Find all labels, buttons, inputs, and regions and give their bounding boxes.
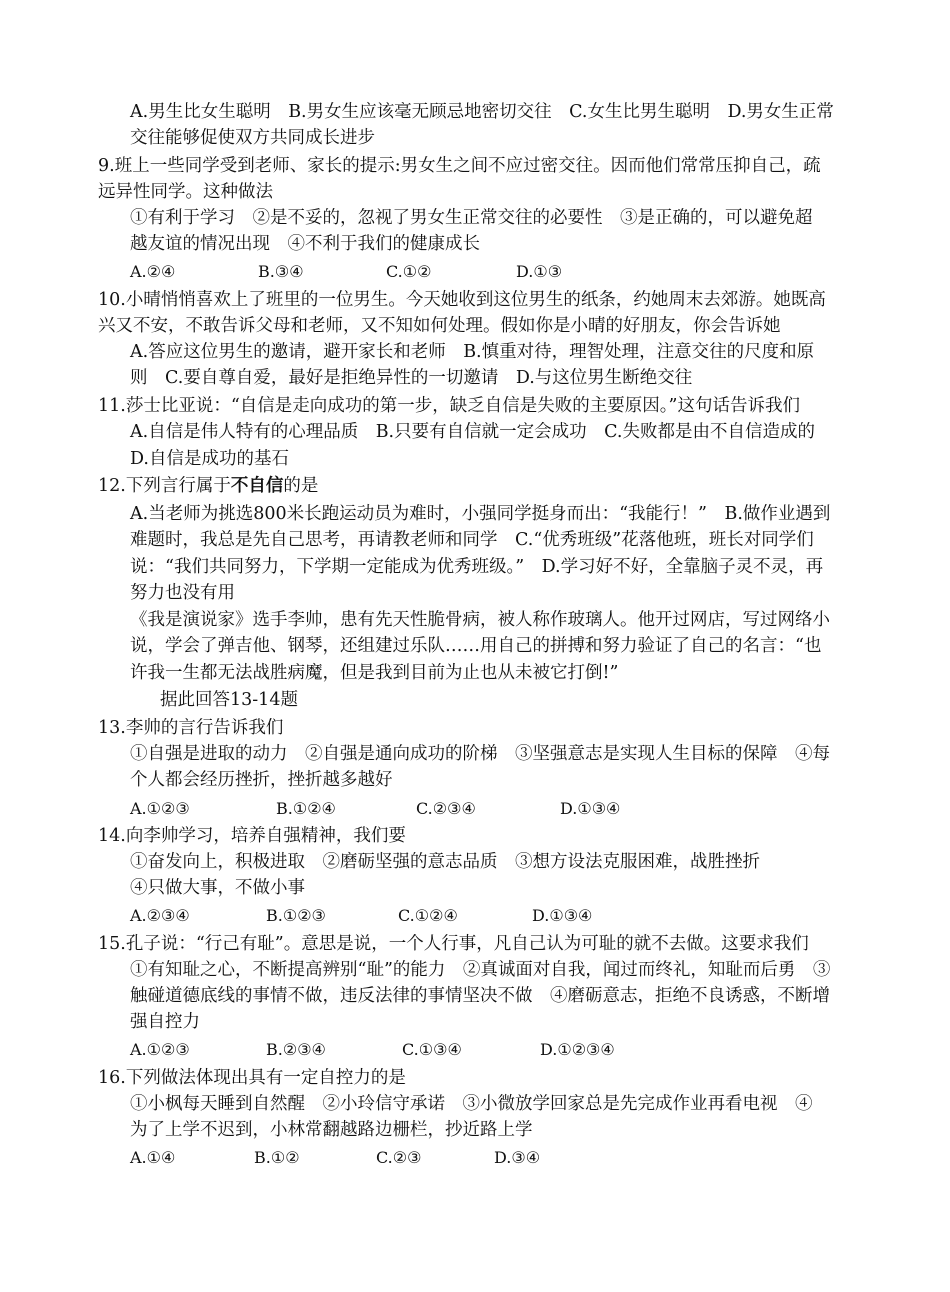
q12-options-line-4: 努力也没有用 [130,583,235,603]
choice-a: A.②④ [130,262,176,281]
q10-stem-line-2: 兴又不安，不敢告诉父母和老师，又不知如何处理。假如你是小晴的好朋友，你会告诉她 [98,316,781,336]
q12-stem [98,474,318,498]
q9-items-line-1: ①有利于学习 ②是不妥的，忽视了男女生正常交往的必要性 ③是正确的，可以避免超 [130,208,813,228]
choice-d: D.①③④ [532,906,593,925]
choice-c: C.①③④ [402,1040,462,1059]
q16-items-line-2: 为了上学不迟到，小林常翻越路边栅栏，抄近路上学 [130,1120,533,1140]
q13-items-line-2: 个人都会经历挫折，挫折越多越好 [130,770,393,790]
q10-options-line-1: A.答应这位男生的邀请，避开家长和老师 B.慎重对待，理智处理，注意交往的尺度和原 [130,342,815,362]
q9-stem-line-2: 远异性同学。这种做法 [98,182,273,202]
q15-items-line-1: ①有知耻之心，不断提高辨别“耻”的能力 ②真诚面对自我，闻过而终礼，知耻而后勇 ③ [130,960,831,980]
q14-items-line-2: ④只做大事，不做小事 [130,878,305,898]
q10-stem-line-1: 10.小晴悄悄喜欢上了班里的一位男生。今天她收到这位男生的纸条，约她周末去郊游。她既高 [98,290,826,310]
choice-c: C.①② [386,262,432,281]
choice-d: D.①②③④ [540,1040,615,1059]
q12-options-line-2: 难题时，我总是先自己思考，再请教老师和同学 C.“优秀班级”花落他班，班长对同学们 [130,530,814,550]
material-line-1: 《我是演说家》选手李帅，患有先天性脆骨病，被人称作玻璃人。他开过网店，写过网络小 [130,610,830,630]
q9-stem-line-1: 9.班上一些同学受到老师、家长的提示:男女生之间不应过密交往。因而他们常常压抑自己，疏 [98,156,821,176]
q8-options-line-1: A.男生比女生聪明 B.男女生应该毫无顾忌地密切交往 C.女生比男生聪明 D.男女生正常 [130,102,834,122]
choice-c: C.②③ [376,1148,422,1167]
q15-items-line-2: 触碰道德底线的事情不做，违反法律的事情坚决不做 ④磨砺意志，拒绝不良诱惑，不断增 [130,986,830,1006]
choice-a: A.②③④ [130,906,190,925]
q12-stem-suffix: 的是 [283,476,319,496]
q13-items-line-1: ①自强是进取的动力 ②自强是通向成功的阶梯 ③坚强意志是实现人生目标的保障 ④每 [130,744,830,764]
choice-b: B.①② [254,1148,300,1167]
q12-options-line-3: 说：“我们共同努力，下学期一定能成为优秀班级。” D.学习好不好，全靠脑子灵不灵，再 [130,557,824,577]
q15-stem: 15.孔子说：“行己有耻”。意思是说，一个人行事，凡自己认为可耻的就不去做。这要求我们 [98,934,809,954]
choice-b: B.①②③ [266,906,326,925]
choice-b: B.②③④ [266,1040,326,1059]
q12-options-line-1: A.当老师为挑选800米长跑运动员为难时，小强同学挺身而出：“我能行！” B.做作业遇到 [130,504,831,524]
q13-choices [130,797,650,821]
choice-d: D.①③ [516,262,563,281]
q14-stem: 14.向李帅学习，培养自强精神，我们要 [98,826,406,846]
choice-d: D.①③④ [560,799,621,818]
q16-choices [130,1146,590,1170]
material-line-3: 许我一生都无法战胜病魔，但是我到目前为止也从未被它打倒!” [130,663,619,683]
q14-choices [130,904,650,928]
q8-options-line-2: 交往能够促使双方共同成长进步 [130,128,375,148]
q12-stem-prefix: 12.下列言行属于 [98,476,231,496]
q12-stem-emphasis: 不自信 [230,476,284,496]
choice-c: C.②③④ [416,799,476,818]
choice-b: B.①②④ [276,799,336,818]
q11-stem: 11.莎士比亚说：“自信是走向成功的第一步，缺乏自信是失败的主要原因。”这句话告诉我们 [98,396,800,416]
q15-choices [130,1038,690,1062]
choice-d: D.③④ [494,1148,541,1167]
q9-items-line-2: 越友谊的情况出现 ④不利于我们的健康成长 [130,234,480,254]
choice-a: A.①②③ [130,799,190,818]
q9-choices [130,260,650,284]
q16-stem: 16.下列做法体现出具有一定自控力的是 [98,1068,406,1088]
q10-options-line-2: 则 C.要自尊自爱，最好是拒绝异性的一切邀请 D.与这位男生断绝交往 [130,368,693,388]
choice-a: A.①④ [130,1148,176,1167]
material-line-2: 说，学会了弹吉他、钢琴，还组建过乐队……用自己的拼搏和努力验证了自己的名言：“也 [130,636,822,656]
q15-items-line-3: 强自控力 [130,1012,200,1032]
q11-options-line-2: D.自信是成功的基石 [130,449,289,469]
choice-c: C.①②④ [398,906,458,925]
choice-a: A.①②③ [130,1040,190,1059]
q16-items-line-1: ①小枫每天睡到自然醒 ②小玲信守承诺 ③小微放学回家总是先完成作业再看电视 ④ [130,1094,813,1114]
q11-options-line-1: A.自信是伟人特有的心理品质 B.只要有自信就一定会成功 C.失败都是由不自信造成的 [130,422,815,442]
q14-items-line-1: ①奋发向上，积极进取 ②磨砺坚强的意志品质 ③想方设法克服困难，战胜挫折 [130,852,760,872]
choice-b: B.③④ [258,262,304,281]
q13-stem: 13.李帅的言行告诉我们 [98,718,284,738]
material-instruction: 据此回答13-14题 [160,690,298,710]
